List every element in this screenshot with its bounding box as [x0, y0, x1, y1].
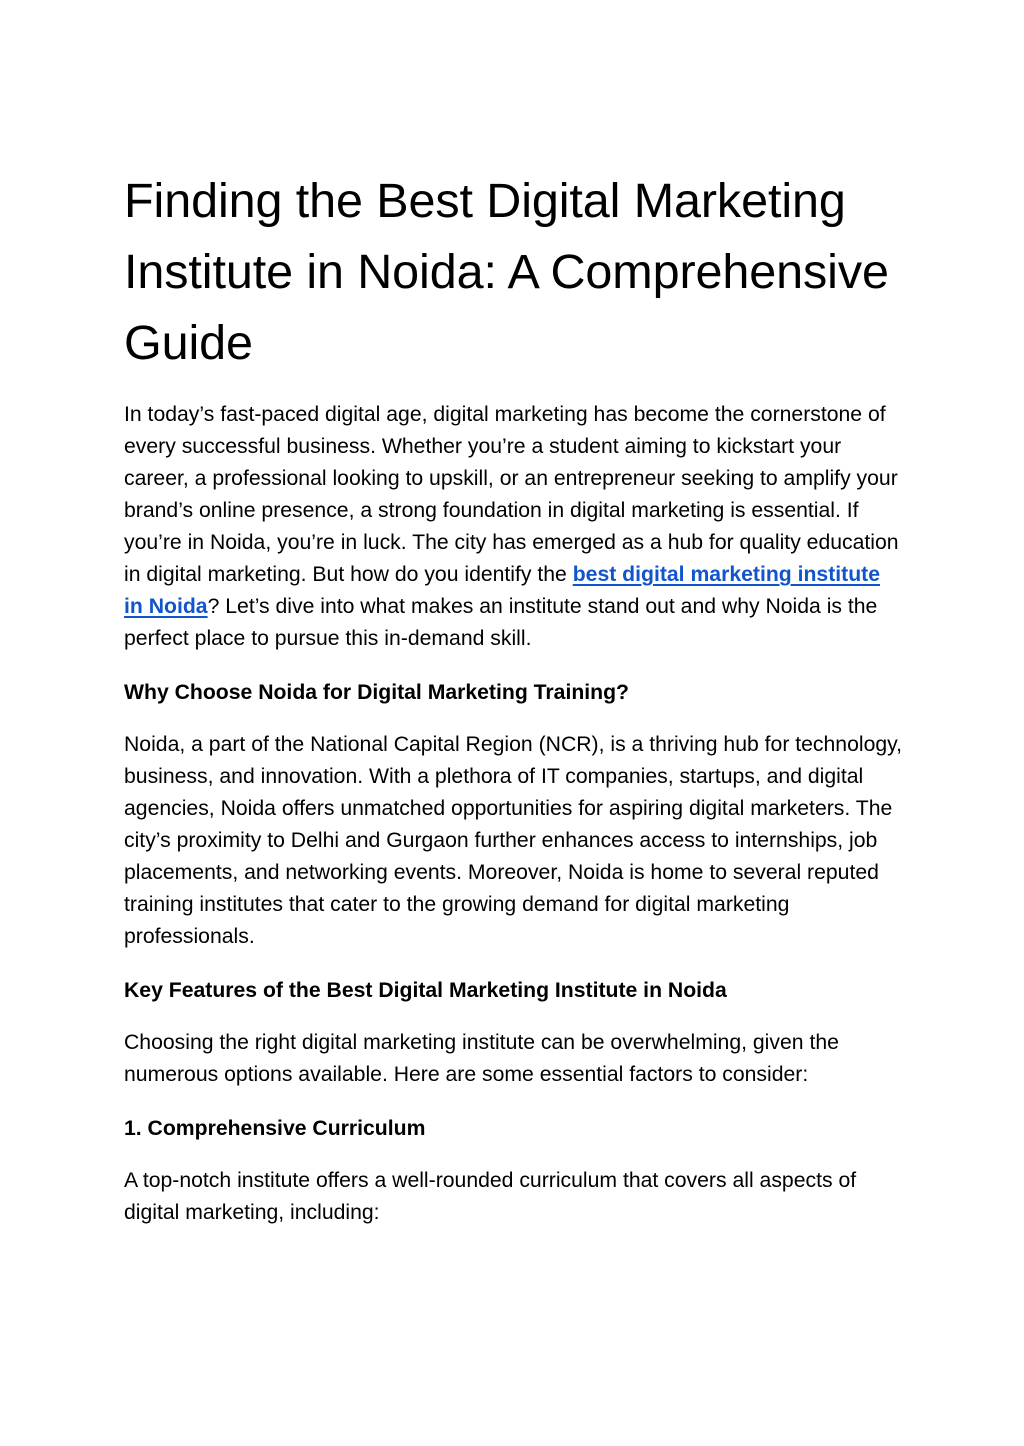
page-title: Finding the Best Digital Marketing Institute in Noida: A Comprehensive Guide — [124, 174, 889, 370]
section-heading-key-features: Key Features of the Best Digital Marketing Institute in Noida — [124, 979, 727, 1002]
section-heading-curriculum: 1. Comprehensive Curriculum — [124, 1117, 426, 1140]
section-body-why-noida: Noida, a part of the National Capital Region (NCR), is a thriving hub for technology, business, and innovation. With a plethora of IT companies, startups, and digital agencies, Noida offers unmatched opportunities for aspiring digital marketers. The city’s proximity to Delhi and Gurgaon further enhances access to internships, job placements, and networking events. Moreover, Noida is home to several reputed training institutes that cater to the growing demand for digital marketing professionals. — [124, 733, 903, 948]
document-body — [124, 166, 904, 1229]
section-body-key-features: Choosing the right digital marketing institute can be overwhelming, given the numerous options available. Here are some essential factors to consider: — [124, 1031, 839, 1086]
intro-text-before-link: In today’s fast-paced digital age, digital marketing has become the cornerstone of every successful business. Whether you’re a student aiming to kickstart your career, a professional looking to upskill, or an entrepreneur seeking to amplify your brand’s online presence, a strong foundation in digital marketing is essential. If you’re in Noida, you’re in luck. The city has emerged as a hub for quality education in digital marketing. But how do you identify the — [124, 403, 899, 586]
section-heading-why-noida: Why Choose Noida for Digital Marketing Training? — [124, 681, 629, 704]
section-body-curriculum: A top-notch institute offers a well-rounded curriculum that covers all aspects of digital marketing, including: — [124, 1169, 857, 1224]
intro-paragraph — [124, 399, 904, 655]
institute-link[interactable]: best digital marketing institute in Noida — [124, 563, 880, 618]
intro-text-after-link: ? Let’s dive into what makes an institute stand out and why Noida is the perfect place to pursue this in-demand skill. — [124, 595, 878, 650]
